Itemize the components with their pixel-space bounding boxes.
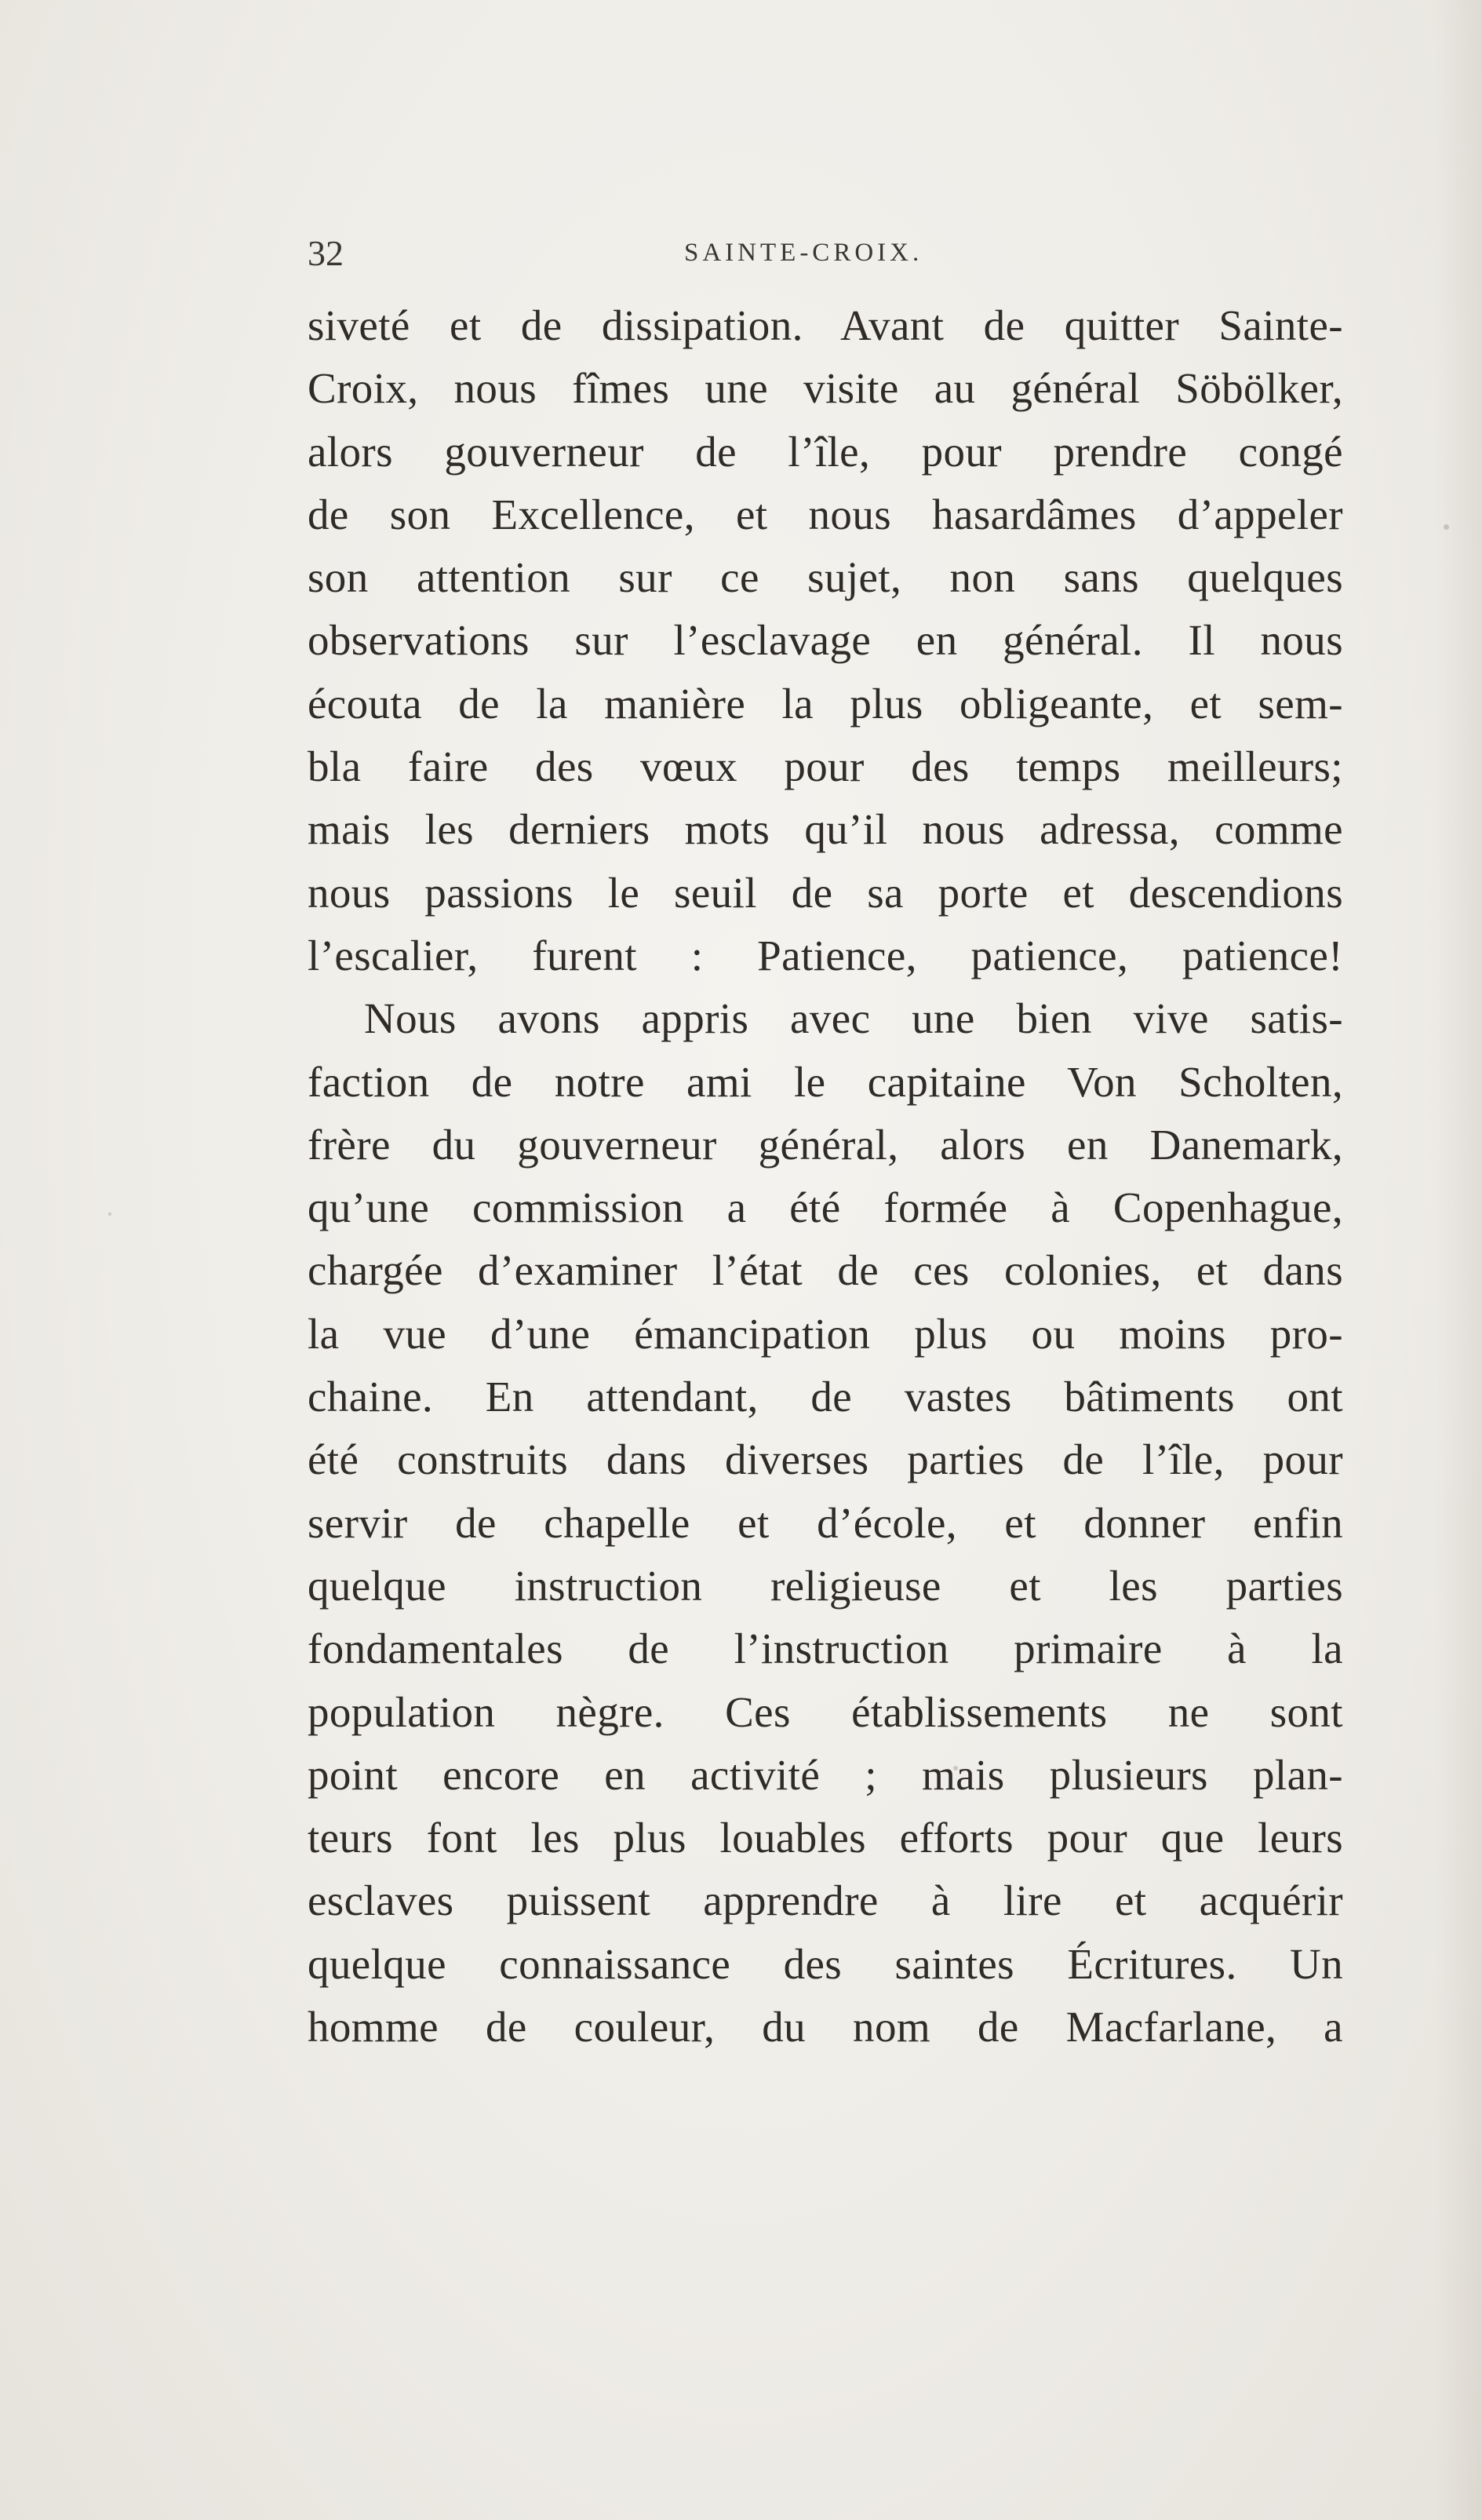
- text-line: chaine. En attendant, de vastes bâtiments ont: [308, 1373, 1343, 1421]
- paper-speck: [108, 1213, 111, 1216]
- text-line: faction de notre ami le capitaine Von Scholten,: [308, 1057, 1343, 1106]
- text-line: écouta de la manière la plus obligeante, et sem-: [308, 679, 1343, 728]
- text-line: homme de couleur, du nom de Macfarlane, a: [308, 2003, 1343, 2051]
- body-text: [308, 294, 1343, 2059]
- text-line: esclaves puissent apprendre à lire et acquérir: [308, 1876, 1343, 1925]
- text-line: bla faire des vœux pour des temps meilleurs;: [308, 742, 1343, 791]
- text-line: alors gouverneur de l’île, pour prendre congé: [308, 427, 1343, 476]
- text-line: quelque instruction religieuse et les parties: [308, 1561, 1343, 1610]
- text-line: chargée d’examiner l’état de ces colonies, et dans: [308, 1246, 1343, 1295]
- running-title: SAINTE-CROIX.: [684, 239, 923, 267]
- page-edge-shadow: [1435, 0, 1482, 2520]
- text-line: été construits dans diverses parties de l’île, pour: [308, 1435, 1343, 1484]
- text-line: son attention sur ce sujet, non sans quelques: [308, 553, 1343, 602]
- text-line: nous passions le seuil de sa porte et descendions: [308, 868, 1343, 917]
- page-number: 32: [308, 233, 344, 273]
- text-line: population nègre. Ces établissements ne sont: [308, 1687, 1343, 1736]
- text-line: la vue d’une émancipation plus ou moins pro-: [308, 1309, 1343, 1358]
- text-line: siveté et de dissipation. Avant de quitter Sainte-: [308, 301, 1343, 349]
- text-line: frère du gouverneur général, alors en Danemark,: [308, 1120, 1343, 1169]
- text-line: de son Excellence, et nous hasardâmes d’appeler: [308, 490, 1343, 538]
- paper-speck: [1444, 524, 1449, 530]
- text-line: teurs font les plus louables efforts pour que leurs: [308, 1814, 1343, 1862]
- text-line: point encore en activité ; mais plusieurs plan-: [308, 1750, 1343, 1799]
- text-line: Croix, nous fîmes une visite au général Söbölker,: [308, 364, 1343, 413]
- paragraph-first-line: Nous avons appris avec une bien vive satis-: [364, 994, 1343, 1043]
- text-line: observations sur l’esclavage en général. Il nous: [308, 616, 1343, 665]
- text-line: servir de chapelle et d’école, et donner enfin: [308, 1498, 1343, 1547]
- running-head: [308, 232, 1343, 279]
- text-line: fondamentales de l’instruction primaire à la: [308, 1625, 1343, 1673]
- text-line: mais les derniers mots qu’il nous adressa, comme: [308, 805, 1343, 854]
- text-line: l’escalier, furent : Patience, patience, patience!: [308, 931, 1343, 979]
- text-line: qu’une commission a été formée à Copenhague,: [308, 1183, 1343, 1232]
- text-line: quelque connaissance des saintes Écritures. Un: [308, 1939, 1343, 1988]
